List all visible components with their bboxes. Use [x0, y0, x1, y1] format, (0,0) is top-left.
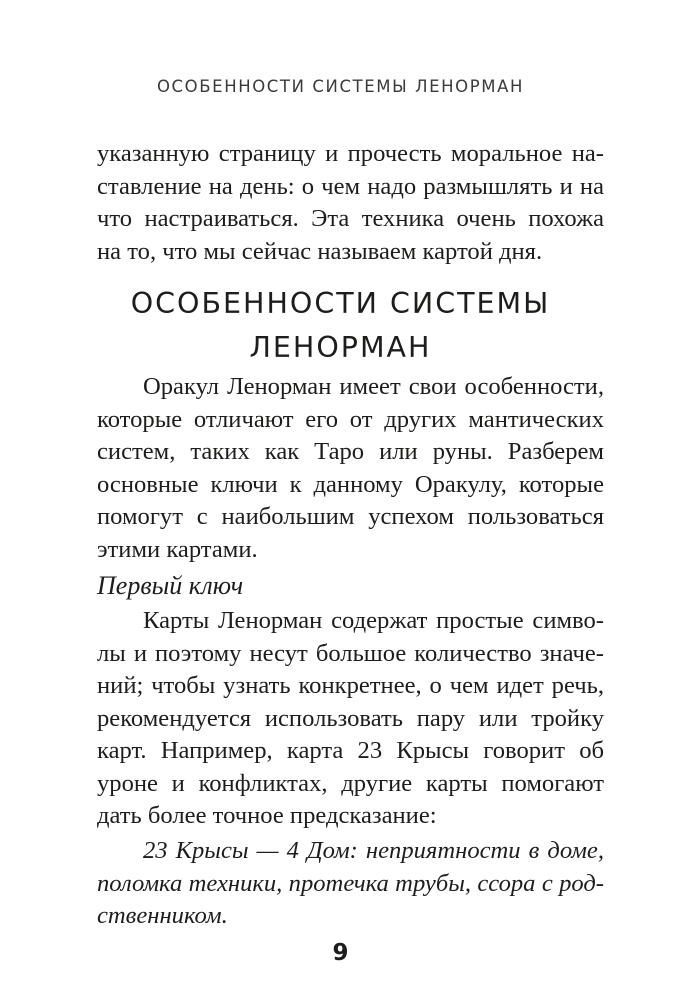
subheading: Первый ключ [97, 571, 244, 600]
key-paragraph [97, 605, 604, 833]
section-heading-line: ОСОБЕННОСТИ СИСТЕМЫ [130, 287, 551, 320]
text-line: дать более точное предсказание: [97, 802, 437, 829]
text-line: поломка техники, протечка трубы, ссора с род- [97, 869, 604, 897]
text-line: систем, таких как Таро или руны. Разберем [97, 438, 604, 465]
text-line: рекомендуется использовать пару или тройку [97, 704, 604, 732]
text-line: уроне и конфликтах, другие карты помогают [97, 769, 604, 797]
text-line: на то, что мы сейчас называем картой дня. [97, 237, 543, 265]
text-line: карт. Например, карта 23 Крысы говорит об [97, 737, 604, 764]
section-heading [0, 282, 681, 370]
text-line: основные ключи к данному Оракулу, которые [97, 470, 604, 498]
text-line: которые отличают его от других мантических [97, 405, 604, 433]
text-line: помогут с наибольшим успехом пользоваться [97, 503, 604, 530]
text-line: ставление на день: о чем надо размышлять и на [97, 172, 604, 200]
text-line: ний; чтобы узнать конкретнее, о чем идет речь, [97, 672, 604, 699]
intro-paragraph [97, 371, 604, 566]
text-line: что настраиваться. Эта техника очень похожа [97, 205, 604, 232]
page-number: 9 [332, 940, 349, 966]
example-paragraph [97, 835, 604, 933]
continued-paragraph [97, 138, 604, 268]
text-line: указанную страницу и прочесть моральное на- [97, 140, 604, 167]
text-line: Оракул Ленорман имеет свои особенности, [143, 373, 604, 400]
text-line: этими картами. [97, 535, 258, 563]
running-head: ОСОБЕННОСТИ СИСТЕМЫ ЛЕНОРМАН [156, 77, 525, 96]
text-line: лы и поэтому несут большое количество значе- [97, 639, 604, 667]
text-line: ственником. [97, 902, 228, 929]
section-heading-line: ЛЕНОРМАН [249, 331, 432, 364]
text-line: 23 Крысы — 4 Дом: неприятности в доме, [143, 837, 604, 864]
text-line: Карты Ленорман содержат простые симво- [143, 607, 604, 634]
